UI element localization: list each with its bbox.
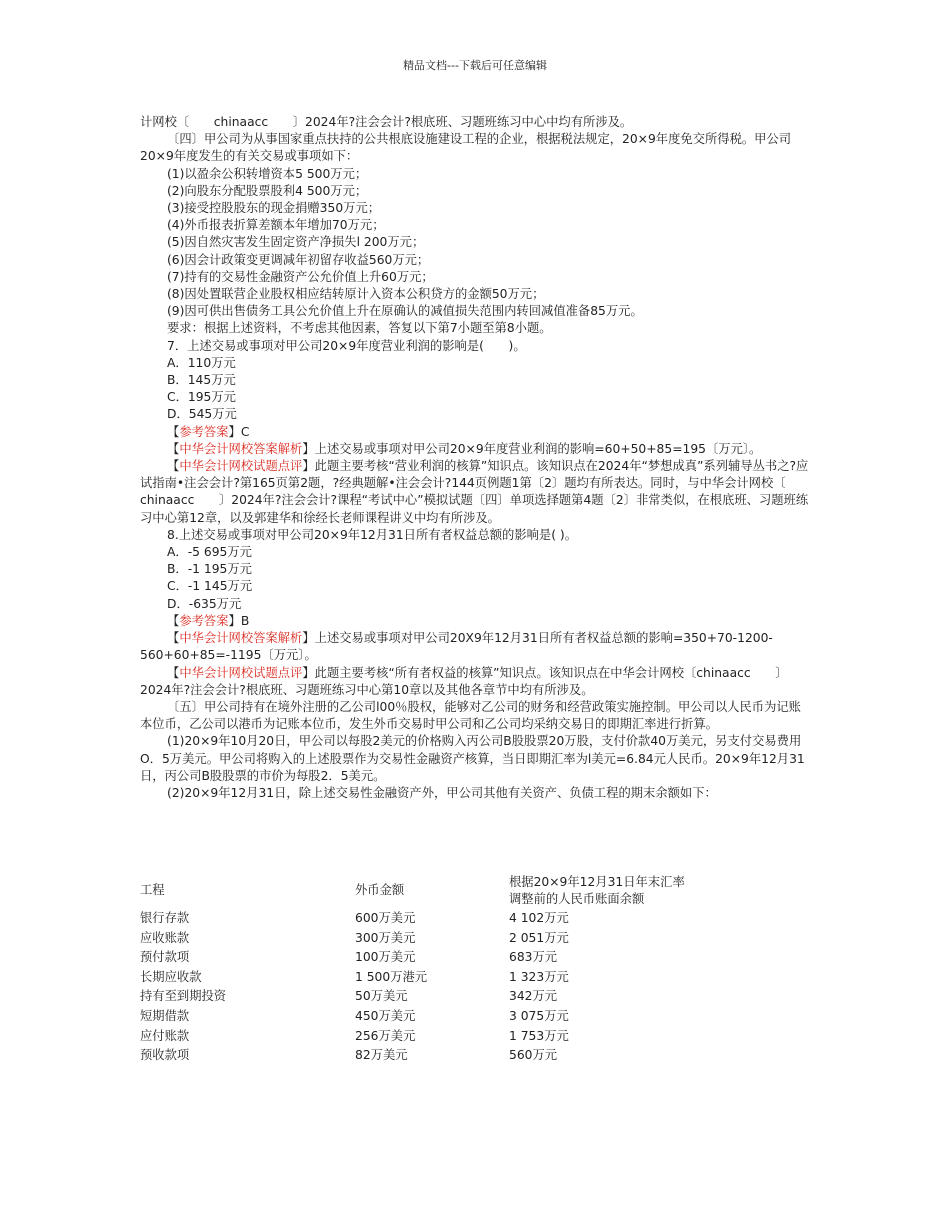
q8-option-d: D．-635万元 [167,596,242,611]
paragraph-continuation: 计网校〔 chinaacc 〕2024年?注会会计?根底班、习题班练习中心中均有所涉及。 [140,115,633,129]
section-5-item-1: (1)20×9年10月20日，甲公司以每股2美元的价格购入丙公司B股股票20万股，支付价款40万美元，另支付交易费用O．5万美元。甲公司将购入的上述股票作为交易性金融资产核算，当日即期汇率为l美元=6.84元人民币。20×9年12月31日，丙公司B股股票的市价为每股2．5美元。 [140,734,805,783]
q8-analysis [140,630,812,664]
bracket: 【 [167,613,180,628]
q7-option-a: A．110万元 [167,355,236,370]
comment-label: 中华会计网校试题点评 [179,459,303,474]
q7-option-c: C．195万元 [167,390,236,405]
header-rmb-balance [509,874,789,908]
section-5-intro: 〔五〕甲公司持有在境外注册的乙公司l00％股权，能够对乙公司的财务和经营政策实施控制。甲公司以人民币为记账本位币，乙公司以港币为记账本位币，发生外币交易时甲公司和乙公司均采纳交易日的即期汇率进行折算。 [140,699,801,732]
q8-comment [140,665,812,699]
event-item-1: (1)以盈余公积转增资本5 500万元； [167,166,368,181]
cell-rmb-balance: 3 075万元 [509,1008,569,1023]
event-item-6: (6)因会计政策变更调减年初留存收益560万元； [167,252,430,267]
answer-value: 】B [228,613,250,628]
header-rmb-line-1: 根据20×9年12月31日年末汇率 [509,874,685,889]
cell-item: 预付款项 [140,950,190,965]
cell-foreign-amount: 256万美元 [355,1028,416,1043]
table-row [140,987,790,1007]
q8-option-b: B．-1 195万元 [167,562,252,577]
cell-foreign-amount: 300万美元 [355,930,416,945]
cell-foreign-amount: 82万美元 [355,1048,408,1063]
cell-rmb-balance: 2 051万元 [509,930,569,945]
q7-answer [140,424,812,441]
table-row [140,909,790,929]
cell-foreign-amount: 100万美元 [355,950,416,965]
event-item-5: (5)因自然灾害发生固定资产净损失l 200万元； [167,235,425,250]
cell-item: 应收账款 [140,930,190,945]
cell-foreign-amount: 600万美元 [355,911,416,925]
requirement: 要求：根据上述资料，不考虑其他因素，答复以下第7小题至第8小题。 [167,321,552,336]
cell-rmb-balance: 560万元 [509,1048,558,1063]
section-5-item-2: (2)20×9年12月31日，除上述交易性金融资产外，甲公司其他有关资产、负债工程的期末余额如下： [167,785,717,800]
q8-answer [140,613,812,630]
cell-rmb-balance: 1 323万元 [509,969,569,984]
table-row [140,1007,790,1027]
comment-text: 】此题主要考核“所有者权益的核算”知识点。该知识点在中华会计网校〔chinaacc 〕2024年?注会会计?根底班、习题班练习中心第10章以及其他各章节中均有所涉及。 [140,665,788,697]
section-4-intro: 〔四〕甲公司为从事国家重点扶持的公共根底设施建设工程的企业，根据税法规定，20×9年度免交所得税。甲公司20×9年度发生的有关交易或事项如下： [140,132,792,164]
cell-item: 长期应收款 [140,969,202,984]
answer-label: 参考答案 [179,613,229,628]
analysis-label: 中华会计网校答案解析 [179,441,303,456]
comment-text: 】此题主要考核“营业利润的核算”知识点。该知识点在2024年“梦想成真”系列辅导丛书之?应试指南•注会会计?第165页第2题，?经典题解•注会会计?144页例题1第〔2〕题均有所表达。同时，与中华会计网校〔 chinaacc 〕2024年?注会会计?课程“考试中心”模拟试题〔四〕单项选择题第4题〔2〕非常类似，在根底班、习题班练习中心第12章，以及郭建华和徐经长老师课程讲义中均有所涉及。 [140,459,811,525]
q7-comment [140,458,812,527]
table-row [140,1027,790,1047]
cell-item: 持有至到期投资 [140,989,227,1004]
event-item-9: (9)因可供出售债务工具公允价值上升在原确认的减值损失范围内转回减值准备85万元。 [167,304,643,319]
header-rmb-line-2: 调整前的人民币账面余额 [509,891,645,906]
bracket: 【 [167,424,180,439]
document-body [140,114,812,802]
bracket: 【 [167,631,180,646]
cell-rmb-balance: 4 102万元 [509,911,569,925]
event-item-3: (3)接受控股股东的现金捐赠350万元； [167,201,381,216]
cell-item: 预收款项 [140,1048,190,1063]
header-item: 工程 [140,883,165,897]
event-item-8: (8)因处置联营企业股权相应结转原计入资本公积贷方的金额50万元； [167,287,545,302]
table-row [140,968,790,988]
bracket: 【 [167,459,180,474]
bracket: 【 [167,441,180,456]
table-row [140,948,790,968]
answer-value: 】C [228,424,250,439]
cell-item: 应付账款 [140,1028,190,1043]
cell-item: 短期借款 [140,1008,190,1023]
q8-option-c: C．-1 145万元 [167,579,253,594]
balance-table [140,873,790,1066]
event-item-4: (4)外币报表折算差额本年增加70万元； [167,218,385,233]
question-7: 7．上述交易或事项对甲公司20×9年度营业利润的影响是( )。 [167,338,526,353]
table-header-row [140,873,790,908]
cell-item: 银行存款 [140,911,190,925]
answer-label: 参考答案 [179,424,229,439]
cell-rmb-balance: 342万元 [509,989,558,1004]
bracket: 【 [167,665,180,680]
table-row [140,1046,790,1066]
q7-option-d: D．545万元 [167,407,237,422]
event-item-7: (7)持有的交易性金融资产公允价值上升60万元； [167,269,434,284]
cell-foreign-amount: 50万美元 [355,989,408,1004]
q7-analysis [140,441,812,458]
table-row [140,929,790,949]
cell-foreign-amount: 1 500万港元 [355,969,428,984]
q7-option-b: B．145万元 [167,373,236,388]
analysis-label: 中华会计网校答案解析 [179,631,303,646]
analysis-text: 】上述交易或事项对甲公司20×9年度营业利润的影响=60+50+85=195〔万元〕。 [302,441,762,456]
analysis-text: 】上述交易或事项对甲公司20X9年12月31日所有者权益总额的影响=350+70-1200-560+60+85=-1195〔万元〕。 [140,631,773,663]
cell-rmb-balance: 683万元 [509,950,558,965]
question-8: 8.上述交易或事项对甲公司20×9年12月31日所有者权益总额的影响是( )。 [167,527,578,542]
cell-foreign-amount: 450万美元 [355,1008,416,1023]
header-foreign-amount: 外币金额 [355,883,405,897]
q8-option-a: A．-5 695万元 [167,545,252,560]
event-item-2: (2)向股东分配股票股利4 500万元； [167,183,368,198]
page-header: 精品文档---下载后可任意编辑 [403,59,547,72]
cell-rmb-balance: 1 753万元 [509,1028,569,1043]
comment-label: 中华会计网校试题点评 [179,665,303,680]
